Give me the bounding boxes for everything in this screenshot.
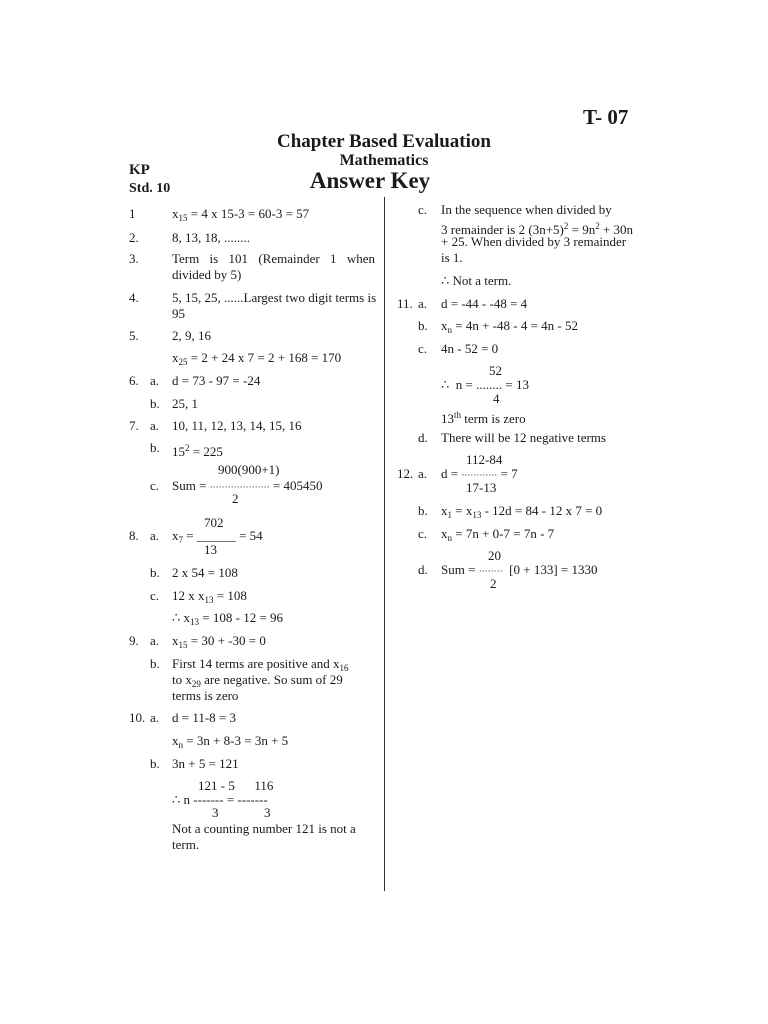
answer-line: $x_{15} = 30 + -30 = 0$ [172,633,266,650]
question-number: 10. [129,710,146,725]
answer-line: Term is 101 (Remainder 1 when divided by 5) [172,251,375,282]
part-label: b. [418,318,428,333]
answer-line: ∴ Not a term. [441,273,512,288]
answer-line: + 25. When divided by 3 remainder [441,234,627,249]
part-label: a. [418,466,428,481]
question-number: 8. [129,528,139,543]
fraction-denominator: 2 [490,576,497,591]
board-label: KP [129,162,150,178]
fraction-denominator: 17-13 [466,480,497,495]
answer-line: First 14 terms are positive and $x_{16}$ [172,656,349,673]
answer-line: $x_n = 7n + 0-7 = 7n - 7$ [441,526,555,543]
answer-line: 3n + 5 = 121 [172,756,239,771]
answer-line: to $x_{29}$ are negative. So sum of 29 [172,672,343,689]
answer-line: Not a counting number 121 is not a term. [172,821,356,852]
answer-line: ∴ n = ........ = 13 [441,377,529,392]
answer-line: Sum = ···················· = 405450 [172,478,323,493]
answer-line: 2 x 54 = 108 [172,565,238,580]
answer-line: 8, 13, 18, ........ [172,230,250,245]
fraction-denominator: 2 [232,491,239,506]
part-label: c. [418,202,428,217]
question-number: 7. [129,418,139,433]
fraction-numerator: 900(900+1) [218,462,280,477]
fraction-numerator: 702 [204,515,224,530]
fraction-denominator: 4 [493,391,500,406]
part-label: c. [150,478,160,493]
part-label: a. [150,373,160,388]
question-number: 3. [129,251,139,266]
fraction-numerator: 52 [489,363,502,378]
fraction-denominator: 13 [204,542,217,557]
part-label: c. [418,526,428,541]
answer-line: d = -44 - -48 = 4 [441,296,528,311]
fraction-numerator: 20 [488,548,501,563]
question-number: 5. [129,328,139,343]
question-number: 4. [129,290,139,305]
answer-line: ∴ $x_{13} = 108 - 12 = 96$ [172,610,284,627]
part-label: b. [150,440,160,455]
answer-line: $x_n = 4n + -48 - 4 = 4n - 52$ [441,318,578,335]
fraction-denominator: 3 3 [212,805,271,820]
question-number: 6. [129,373,139,388]
answer-line: terms is zero [172,688,239,703]
column-divider [384,197,385,891]
answer-line: d = 11-8 = 3 [172,710,237,725]
answer-line: $x_n = 3n + 8-3 = 3n + 5$ [172,733,289,750]
answer-line: 12 x $x_{13} = 108$ [172,588,247,605]
question-number: 2. [129,230,139,245]
test-code: T- 07 [583,105,629,129]
part-label: b. [150,756,160,771]
part-label: a. [418,296,428,311]
part-label: b. [150,656,160,671]
part-label: c. [418,341,428,356]
part-label: a. [150,710,160,725]
answer-line: $x_{15} = 4$ x 15-3 = 60-3 = 57 [172,206,310,223]
fraction-numerator: 121 - 5 116 [198,778,274,793]
page-title: Chapter Based Evaluation [277,131,491,152]
answer-key-title: Answer Key [309,168,431,193]
answer-line: $15^2 = 225$ [172,443,223,459]
part-label: c. [150,588,160,603]
question-number: 1 [129,206,136,221]
standard-label: Std. 10 [129,181,171,196]
part-label: b. [418,503,428,518]
answer-line: 13th term is zero [441,410,526,426]
answer-line: 3 remainder is 2 $(3n+5)^2 = 9n^2 + 30n$ [441,221,634,237]
fraction-numerator: 112-84 [466,452,503,467]
answer-line: Sum = ········ [0 + 133] = 1330 [441,562,598,577]
answer-line: 10, 11, 12, 13, 14, 15, 16 [172,418,302,433]
answer-line: 25, 1 [172,396,198,411]
answer-line: $x_1 = x_{13} - 12d = 84 - 12$ x 7 = 0 [441,503,603,520]
question-number: 11. [397,296,413,311]
question-number: 12. [397,466,414,481]
question-number: 9. [129,633,139,648]
part-label: b. [150,396,160,411]
part-label: a. [150,633,160,648]
answer-line: ∴ n ------- = ------- [172,792,268,807]
answer-line: is 1. [441,250,463,265]
answer-line: In the sequence when divided by [441,202,612,217]
answer-line: There will be 12 negative terms [441,430,606,445]
answer-line: $x_{25} = 2 + 24$ x 7 = 2 + 168 = 170 [172,350,342,367]
answer-line: 4n - 52 = 0 [441,341,499,356]
part-label: a. [150,418,160,433]
answer-line: $x_7$ = ______ = 54 [172,528,263,545]
part-label: d. [418,430,428,445]
answer-line: 5, 15, 25, ......Largest two digit terms is 95 [172,290,377,321]
part-label: d. [418,562,428,577]
subject-title: Mathematics [339,152,429,169]
part-label: b. [150,565,160,580]
answer-line: 2, 9, 16 [172,328,211,343]
part-label: a. [150,528,160,543]
answer-line: d = 73 - 97 = -24 [172,373,261,388]
answer-line: d = ············ = 7 [441,466,518,481]
